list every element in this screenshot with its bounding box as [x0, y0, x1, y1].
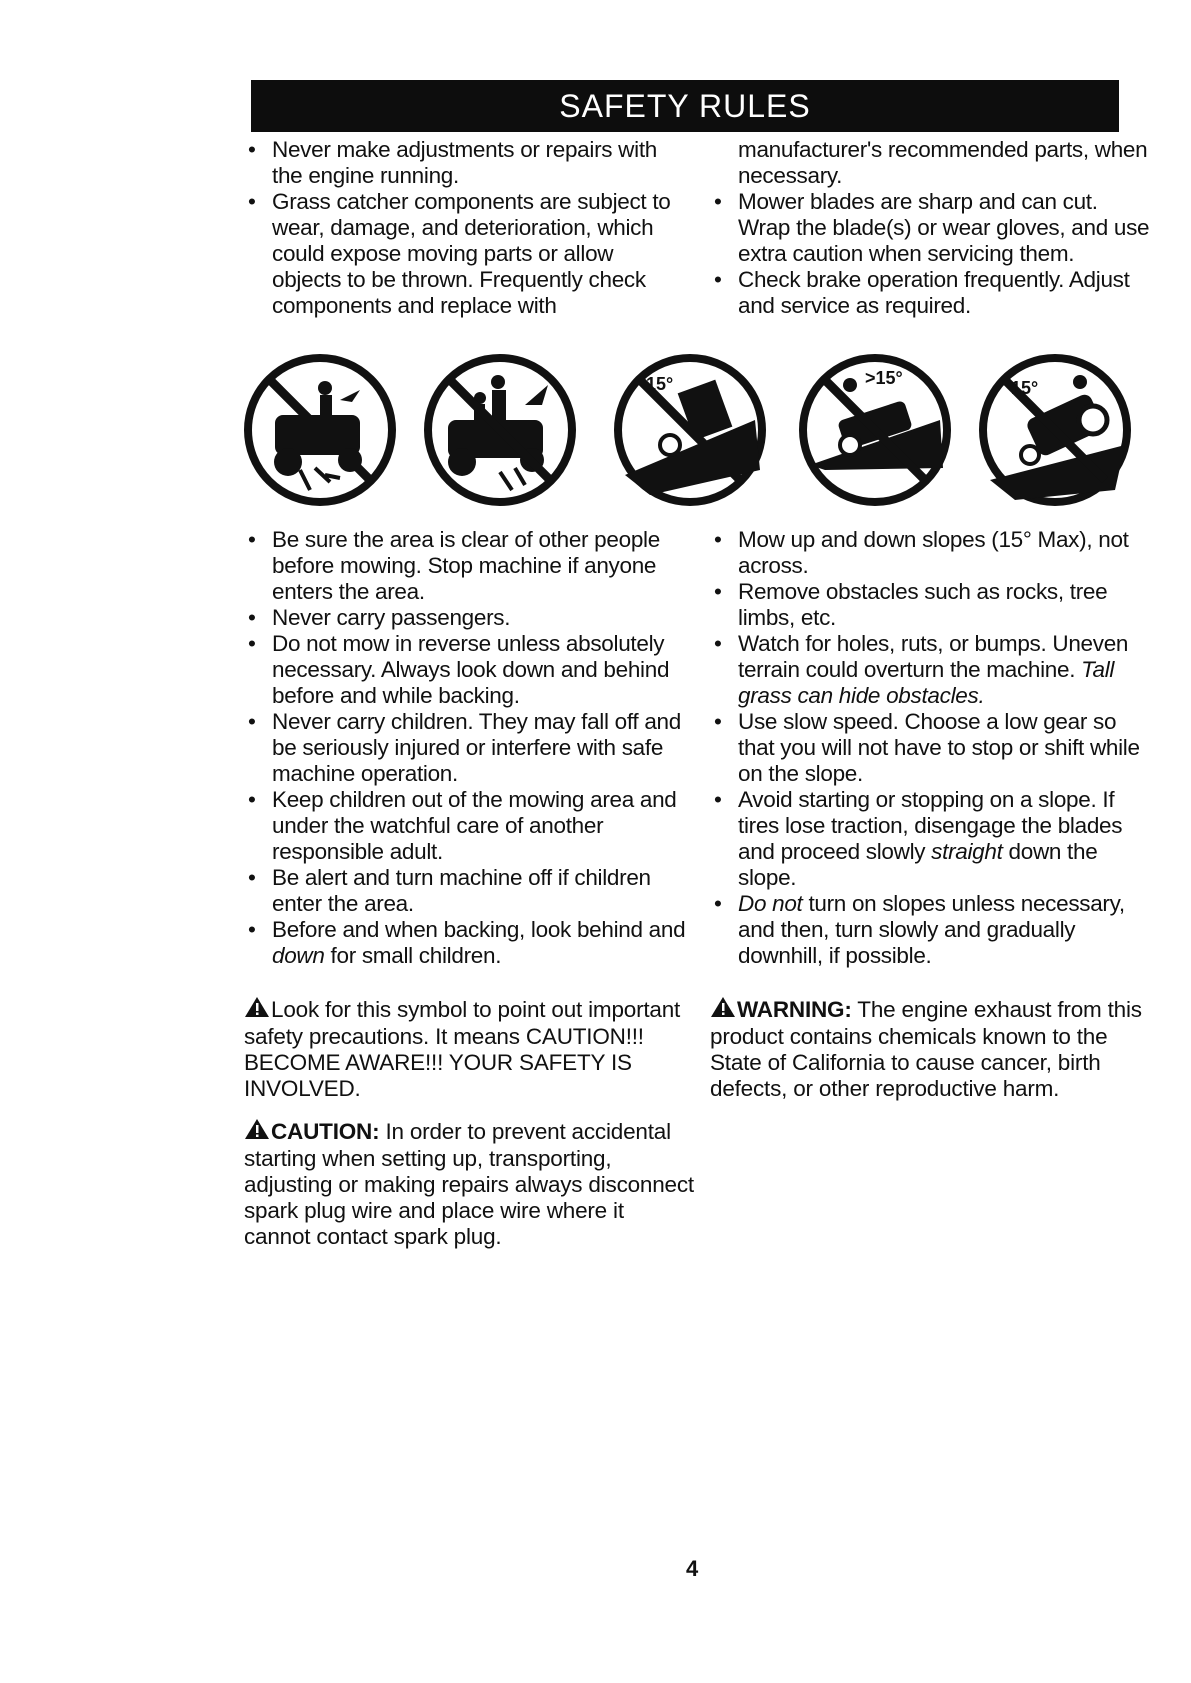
- no-slope-tip-icon: [975, 350, 1135, 510]
- list-item: • Keep children out of the mowing area and under the watchful care of another responsible adult.: [244, 787, 694, 865]
- mid-left-column: [244, 527, 694, 969]
- list-item: • Never carry children. They may fall off and be seriously injured or interfere with safe machine operation.: [244, 709, 694, 787]
- list-item: • Avoid starting or stopping on a slope. If tires lose traction, disengage the blades and proceed slowly straight down the slope.: [710, 787, 1155, 891]
- no-steep-slope-icon: [795, 350, 955, 510]
- caution-notice: CAUTION: In order to prevent accidental starting when setting up, transporting, adjusting or making repairs always disconnect spark plug wire and place wire where it cannot contact spark plug.: [244, 1119, 694, 1249]
- list-item: • Use slow speed. Choose a low gear so that you will not have to stop or shift while on the slope.: [710, 709, 1155, 787]
- no-passengers-icon: [420, 350, 580, 510]
- mid-right-column: [710, 527, 1155, 969]
- list-item: • Grass catcher components are subject to wear, damage, and deterioration, which could expose moving parts or allow objects to be thrown. Frequently check components and replace with: [244, 189, 684, 319]
- list-item: • Never carry passengers.: [244, 605, 694, 631]
- list-item: • Before and when backing, look behind and down for small children.: [244, 917, 694, 969]
- list-item: • Be sure the area is clear of other people before mowing. Stop machine if anyone enters the area.: [244, 527, 694, 605]
- list-item: • Watch for holes, ruts, or bumps. Uneven terrain could overturn the machine. Tall grass can hide obstacles.: [710, 631, 1155, 709]
- list-item: • Do not turn on slopes unless necessary, and then, turn slowly and gradually downhill, if possible.: [710, 891, 1155, 969]
- list-item: • Do not mow in reverse unless absolutely necessary. Always look down and behind before and while backing.: [244, 631, 694, 709]
- top-right-column: [710, 137, 1150, 319]
- warning-triangle-icon: [244, 996, 270, 1024]
- no-slope-across-icon: [610, 350, 770, 510]
- list-item: • Check brake operation frequently. Adjust and service as required.: [710, 267, 1150, 319]
- no-bystanders-icon: [240, 350, 400, 510]
- icon-label: 15°: [1011, 378, 1039, 398]
- warning-triangle-icon: [244, 1118, 270, 1146]
- list-item: • Be alert and turn machine off if children enter the area.: [244, 865, 694, 917]
- icon-label: 15°: [646, 374, 674, 394]
- caution-label: CAUTION:: [271, 1119, 380, 1144]
- list-item: • Mower blades are sharp and can cut. Wrap the blade(s) or wear gloves, and use extra caution when servicing them.: [710, 189, 1150, 267]
- top-left-column: [244, 137, 684, 319]
- warning-triangle-icon: [710, 996, 736, 1024]
- warning-label: WARNING:: [737, 997, 852, 1022]
- page-title: SAFETY RULES: [251, 80, 1119, 132]
- list-item-continuation: manufacturer's recommended parts, when necessary.: [738, 137, 1148, 188]
- page-number: 4: [686, 1556, 699, 1581]
- safety-icons-row: [240, 350, 1160, 530]
- icon-label: >15°: [865, 368, 903, 388]
- safety-symbol-notice: Look for this symbol to point out important safety precautions. It means CAUTION!!! BECOME AWARE!!! YOUR SAFETY IS INVOLVED.: [244, 997, 681, 1101]
- list-item: • Remove obstacles such as rocks, tree limbs, etc.: [710, 579, 1155, 631]
- warning-notice: WARNING: The engine exhaust from this product contains chemicals known to the State of California to cause cancer, birth defects, or other reproductive harm.: [710, 997, 1142, 1101]
- list-item: • Mow up and down slopes (15° Max), not across.: [710, 527, 1155, 579]
- list-item: • Never make adjustments or repairs with the engine running.: [244, 137, 684, 189]
